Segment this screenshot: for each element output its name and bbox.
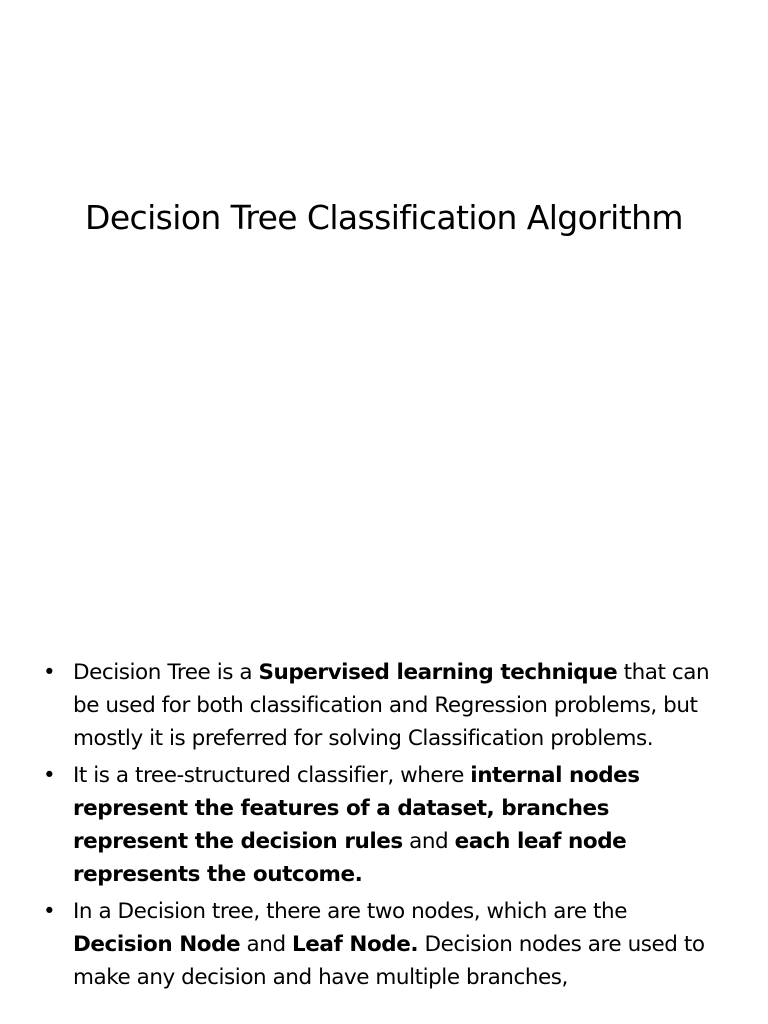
bullet-text [73, 899, 705, 990]
text-run: In a Decision tree, there are two nodes, which are the [73, 899, 627, 924]
text-run: that can be used for both classification and Regression problems, but mostly it is preferred for solving Classification problems. [73, 660, 710, 751]
bold-text-run: Leaf Node. [292, 932, 419, 957]
bullet-item [40, 759, 730, 891]
bold-text-run: internal nodes represent the features of a dataset, branches represent the decision rules [73, 763, 640, 854]
bullet-text [73, 660, 709, 751]
text-run: Decision Tree is a [73, 660, 259, 685]
text-run: and [402, 829, 455, 854]
bullet-icon: • [43, 899, 56, 924]
bullet-list [40, 656, 730, 998]
bullet-text [73, 763, 640, 887]
bullet-icon: • [43, 660, 56, 685]
text-run: and [240, 932, 293, 957]
text-run: It is a tree-structured classifier, where [73, 763, 471, 788]
bold-text-run: each leaf node represents the outcome. [73, 829, 627, 887]
bold-text-run: Decision Node [73, 932, 241, 957]
bullet-item [40, 656, 730, 755]
bullet-item [40, 895, 730, 994]
text-run: Decision nodes are used to make any decision and have multiple branches, [73, 932, 705, 990]
bold-text-run: Supervised learning technique [258, 660, 618, 685]
slide-title: Decision Tree Classification Algorithm [85, 198, 683, 237]
bullet-icon: • [43, 763, 56, 788]
